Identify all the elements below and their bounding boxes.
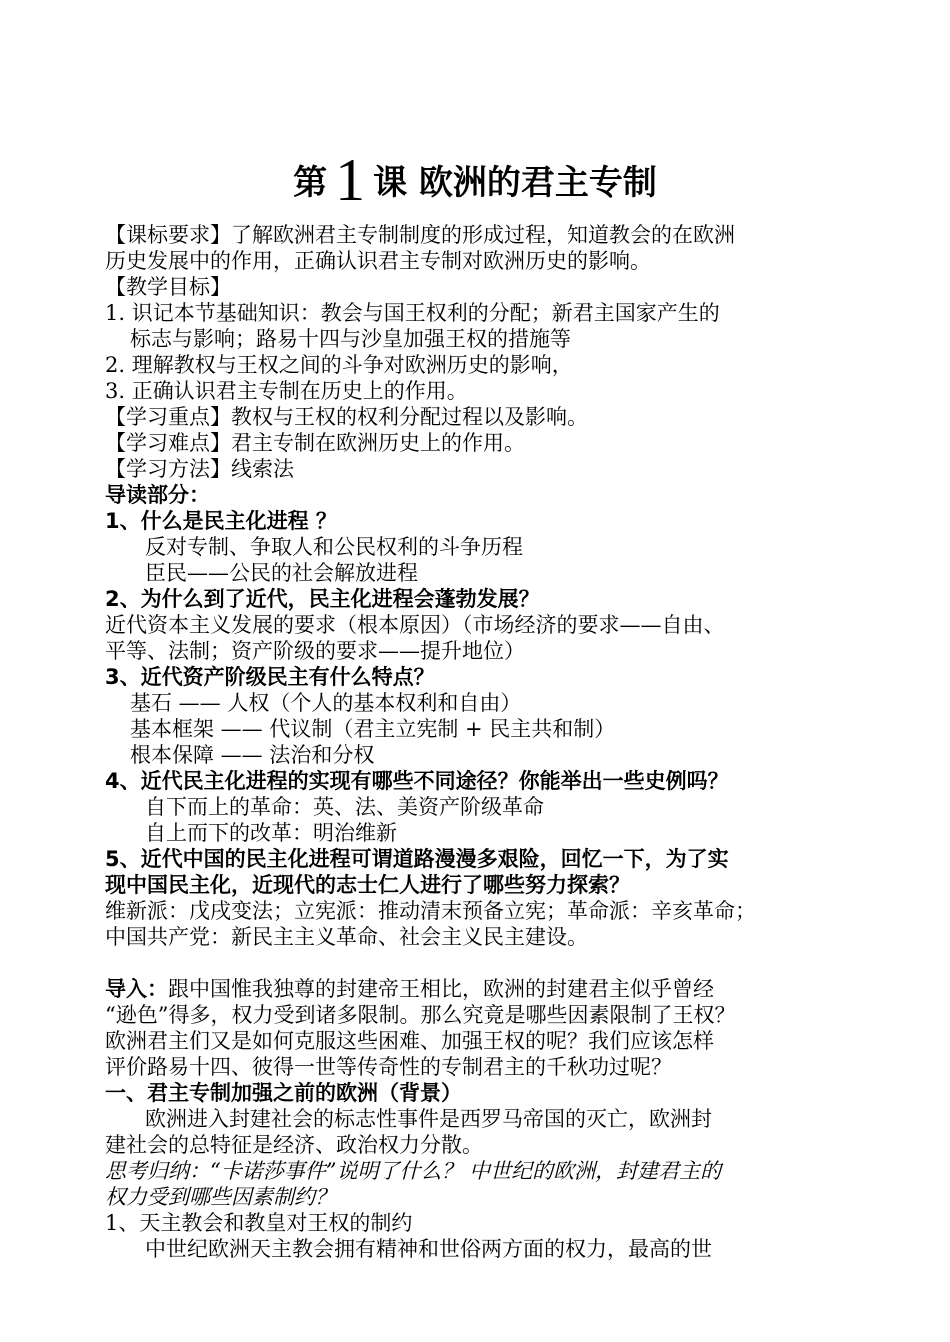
text-line: 【课标要求】了解欧洲君主专制制度的形成过程，知道教会的在欧洲	[105, 223, 735, 247]
blank-line	[105, 950, 850, 976]
question-heading: 现中国民主化，近现代的志士仁人进行了哪些努力探索？	[105, 873, 630, 897]
text-line: 近代资本主义发展的要求（根本原因）（市场经济的要求——自由、	[105, 613, 725, 637]
question-heading: 3、近代资产阶级民主有什么特点？	[105, 665, 435, 689]
text-line: 欧洲君主们又是如何克服这些困难、加强王权的呢？我们应该怎样	[105, 1029, 714, 1053]
text-line: 中国共产党：新民主主义革命、社会主义民主建设。	[105, 925, 588, 949]
text-line: 思考归纳：“卡诺莎事件”说明了什么？ 中世纪的欧洲，封建君主的	[105, 1159, 722, 1183]
text-line: 【学习方法】线索法	[105, 457, 294, 481]
text-line: 1. 识记本节基础知识：教会与国王权利的分配；新君主国家产生的	[105, 301, 720, 325]
text-line: 评价路易十四、彼得一世等传奇性的专制君主的千秋功过呢？	[105, 1055, 672, 1079]
text-line: 臣民——公民的社会解放进程	[145, 561, 418, 585]
question-heading: 4、近代民主化进程的实现有哪些不同途径？你能举出一些史例吗？	[105, 769, 729, 793]
text-line: 3. 正确认识君主专制在历史上的作用。	[105, 379, 468, 403]
question-heading: 2、为什么到了近代，民主化进程会蓬勃发展？	[105, 587, 540, 611]
intro-label: 导入：	[105, 977, 168, 1001]
section-heading: 导读部分：	[105, 483, 210, 507]
text-line: 标志与影响；路易十四与沙皇加强王权的措施等	[130, 327, 571, 351]
text-line: 建社会的总特征是经济、政治权力分散。	[105, 1133, 483, 1157]
intro-line	[105, 976, 850, 1002]
page-title	[0, 147, 950, 213]
text-line: 2. 理解教权与王权之间的斗争对欧洲历史的影响，	[105, 353, 573, 377]
text-line: 维新派：戊戌变法；立宪派：推动清末预备立宪；革命派：辛亥革命；	[105, 899, 756, 923]
question-heading: 1、什么是民主化进程 ？	[105, 509, 337, 533]
text-line: 【学习重点】教权与王权的权利分配过程以及影响。	[105, 405, 588, 429]
text-line: 1、天主教会和教皇对王权的制约	[105, 1211, 413, 1235]
text-line: 中世纪欧洲天主教会拥有精神和世俗两方面的权力，最高的世	[145, 1237, 712, 1261]
title-prefix: 第	[293, 163, 328, 203]
intro-text: 跟中国惟我独尊的封建帝王相比，欧洲的封建君主似乎曾经	[168, 977, 714, 1001]
text-line: 【学习难点】君主专制在欧洲历史上的作用。	[105, 431, 525, 455]
document-body	[105, 222, 850, 1262]
title-number: 1	[335, 147, 366, 213]
text-line: 基石 —— 人权（个人的基本权利和自由）	[130, 691, 522, 715]
text-line: 基本框架 —— 代议制（君主立宪制 + 民主共和制）	[130, 717, 616, 741]
text-line: 自上而下的改革：明治维新	[145, 821, 397, 845]
text-line: 反对专制、争取人和公民权利的斗争历程	[145, 535, 523, 559]
question-heading: 5、近代中国的民主化进程可谓道路漫漫多艰险，回忆一下，为了实	[105, 847, 729, 871]
text-line: 权力受到哪些因素制约？	[105, 1185, 336, 1209]
text-line: 根本保障 —— 法治和分权	[130, 743, 375, 767]
text-line: 平等、法制；资产阶级的要求——提升地位）	[105, 639, 525, 663]
section-heading: 一、君主专制加强之前的欧洲（背景）	[105, 1081, 462, 1105]
section-heading: 【教学目标】	[105, 275, 231, 299]
text-line: 自下而上的革命：英、法、美资产阶级革命	[145, 795, 544, 819]
text-line: “逊色”得多，权力受到诸多限制。那么究竟是哪些因素限制了王权？	[105, 1003, 736, 1027]
title-text: 课 欧洲的君主专制	[373, 163, 657, 203]
text-line: 历史发展中的作用，正确认识君主专制对欧洲历史的影响。	[105, 249, 651, 273]
text-line: 欧洲进入封建社会的标志性事件是西罗马帝国的灭亡，欧洲封	[145, 1107, 712, 1131]
